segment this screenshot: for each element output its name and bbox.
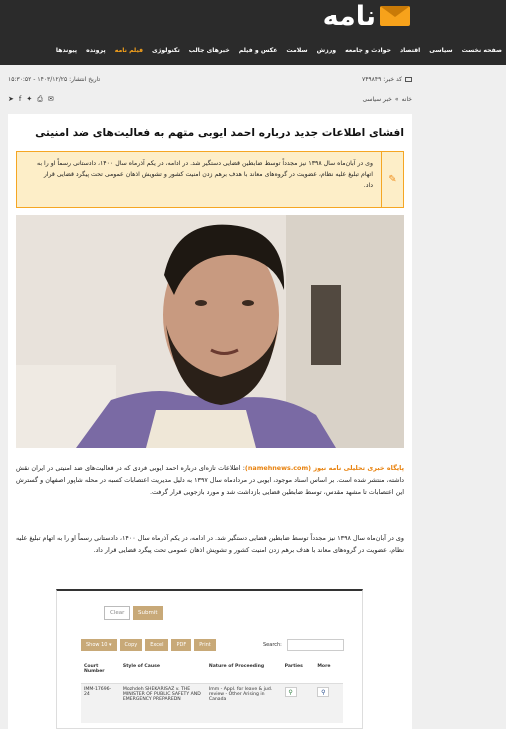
search-icon: ⚲: [285, 687, 297, 697]
nav-item-incidents[interactable]: حوادث و جامعه: [345, 46, 391, 54]
doc-show-entries: Show 10 ▾: [81, 639, 117, 651]
doc-header-parties: Parties: [282, 661, 315, 683]
code-icon: [405, 77, 412, 82]
breadcrumb-separator: »: [394, 95, 399, 103]
doc-cell-nature: Imm - Appl. for leave & jud. review - Other Arising in Canada: [206, 683, 282, 723]
envelope-icon: [380, 6, 410, 26]
nav-item-photo-film[interactable]: عکس و فیلم: [238, 46, 278, 54]
nav-item-technology[interactable]: تکنولوژی: [152, 46, 180, 54]
article-title: افشای اطلاعات جدید درباره احمد ایوبی متهم به فعالیت‌های ضد امنیتی: [35, 127, 404, 139]
nav-item-dossier[interactable]: پرونده: [86, 46, 106, 54]
article-paragraph-1: [16, 462, 404, 498]
main-nav: [0, 38, 506, 62]
doc-cell-parties: [282, 683, 315, 723]
nav-item-economy[interactable]: اقتصاد: [399, 46, 421, 54]
doc-pdf-button: PDF: [171, 639, 191, 651]
site-logo[interactable]: [323, 2, 410, 30]
doc-table: [81, 661, 343, 723]
nav-item-interesting[interactable]: خبرهای جالب: [188, 46, 230, 54]
doc-toolbar: [81, 639, 216, 651]
nav-item-home[interactable]: صفحه نخست: [461, 46, 502, 54]
table-row: [81, 683, 343, 723]
doc-copy-button: Copy: [120, 639, 143, 651]
facebook-icon[interactable]: f: [18, 95, 22, 103]
doc-header-court-number: Court Number: [81, 661, 120, 683]
portrait-image: [16, 215, 404, 448]
doc-excel-button: Excel: [145, 639, 168, 651]
doc-submit-button: Submit: [133, 606, 163, 620]
top-header: [0, 0, 506, 65]
doc-print-button: Print: [194, 639, 216, 651]
doc-cell-style-of-cause: Mozhdeh SHEKARISAZ v. THE MINISTER OF PUBLIC SAFETY AND EMERGENCY PREPAREDN: [120, 683, 206, 723]
print-icon[interactable]: ⎙: [37, 94, 43, 103]
magnifier-icon: ⚲: [317, 687, 329, 697]
breadcrumb-home[interactable]: خانه: [401, 95, 412, 103]
article-paragraph-2: وی در آبان‌ماه سال ۱۳۹۸ نیز مجدداً توسط ضابطین قضایی دستگیر شد. در ادامه، در یکم آذرماه سال ۱۴۰۰، دادستانی رسماً او را به اتهام تبلیغ علیه نظام، عضویت در گروه‌های معاند با هدف برهم زدن امنیت کشور و تشویش اذهان عمومی تحت پیگرد قضایی قرار داد.: [16, 534, 404, 554]
lead-icon-box: [381, 152, 403, 207]
news-code: [362, 76, 412, 83]
article-lead: [16, 151, 404, 208]
article-meta: [8, 74, 412, 84]
paragraph-1-text: : اطلاعات تازه‌ای درباره احمد ایوبی فردی که در فعالیت‌های ضد امنیتی در ایران نقش داشته، منتشر شده است. بر اساس اسناد موجود، ایوبی در مردادماه سال ۱۳۹۷ به دلیل مدیریت اعتصابات کسبه در محله شاپور اصفهان و گسترش این اعتصابات تا مشهد مقدس، توسط ضابطین قضایی بازداشت شد و مورد بازجویی قرار گرفت.: [16, 464, 404, 496]
court-document-screenshot: [56, 589, 363, 729]
doc-table-header: [81, 661, 343, 683]
logo-text: نامه: [322, 0, 376, 32]
source-link[interactable]: پایگاه خبری تحلیلی نامه نیوز (namehnews.com): [244, 464, 404, 472]
email-icon[interactable]: ✉: [47, 95, 54, 103]
edit-icon: ✎: [388, 174, 397, 185]
doc-header-nature: Nature of Proceeding: [206, 661, 282, 683]
breadcrumb-section[interactable]: خبر سیاسی: [362, 95, 392, 103]
nav-item-health[interactable]: سلامت: [286, 46, 308, 54]
telegram-icon[interactable]: ➤: [8, 95, 14, 103]
nav-item-links[interactable]: پیوندها: [55, 46, 78, 54]
nav-item-politics[interactable]: سیاسی: [429, 46, 453, 54]
doc-header-style-of-cause: Style of Cause: [120, 661, 206, 683]
doc-header-more: More: [314, 661, 343, 683]
doc-clear-button: Clear: [104, 606, 130, 620]
nav-item-filmnameh[interactable]: فیلم نامه: [114, 46, 144, 54]
article-photo: [16, 215, 404, 448]
doc-cell-more: [314, 683, 343, 723]
nav-item-sports[interactable]: ورزش: [316, 46, 337, 54]
doc-cell-court-number: IMM-17696-24: [81, 683, 120, 723]
doc-search-box: [287, 639, 344, 651]
lead-text: وی در آبان‌ماه سال ۱۳۹۸ نیز مجدداً توسط ضابطین قضایی دستگیر شد. در ادامه، در یکم آذرماه سال ۱۴۰۰، دادستانی رسماً او را به اتهام تبلیغ علیه نظام، عضویت در گروه‌های معاند با هدف برهم زدن امنیت کشور و تشویش اذهان عمومی تحت پیگرد قضایی قرار داد.: [37, 160, 373, 189]
twitter-icon[interactable]: ✦: [26, 95, 33, 103]
news-code-text: کد خبر: ۷۴۹۸۴۹: [361, 75, 402, 83]
share-bar: [8, 95, 54, 104]
doc-search-label: Search:: [263, 642, 282, 648]
breadcrumb: [362, 96, 412, 103]
breadcrumb-row: [8, 94, 412, 104]
article-card: [8, 114, 412, 729]
publish-date: تاریخ انتشار: ۱۴۰۳/۱۲/۲۵ - ۱۵:۳۰:۵۲: [8, 75, 101, 83]
